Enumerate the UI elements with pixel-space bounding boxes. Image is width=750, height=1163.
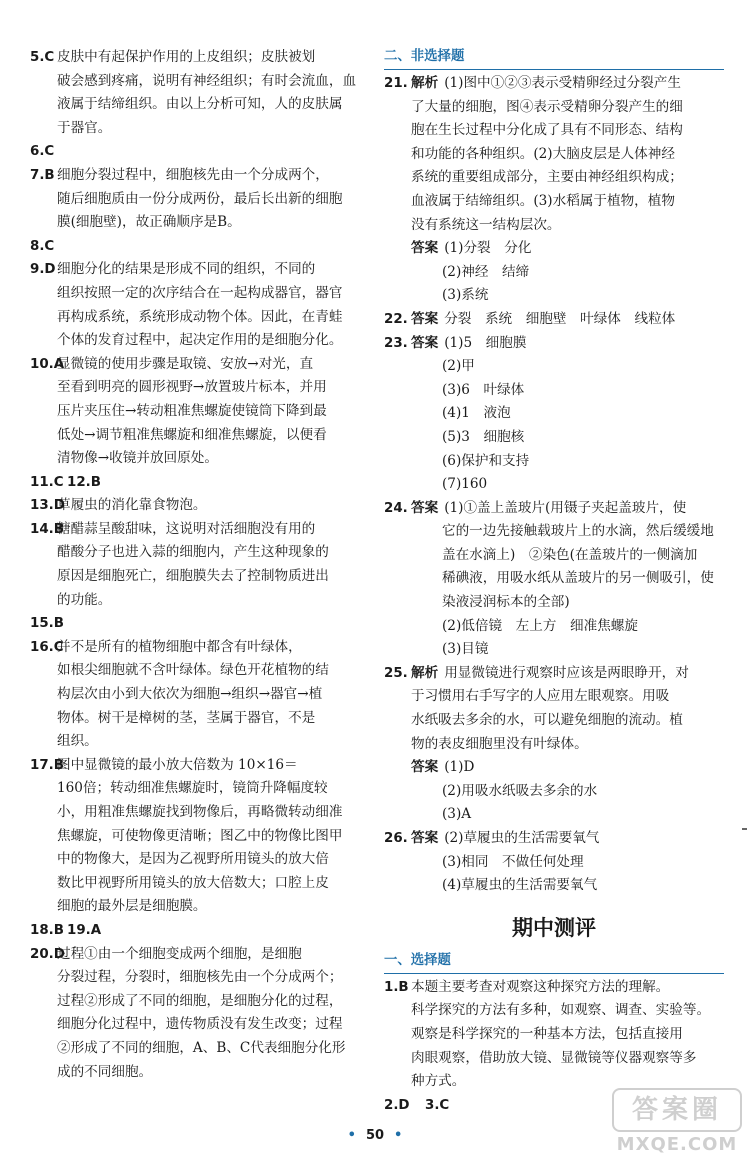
margin-mark bbox=[742, 828, 747, 830]
right-column bbox=[384, 46, 724, 1117]
answer-item-1: 1.B 本题主要考查对观察这种探究方法的理解。 科学探究的方法有多种，如观察、调查、实验等。 观察是科学探究的一种基本方法，包括直接用 肉眼观察，借助放大镜、显微镜等仪器观察等多 种方式。 bbox=[384, 978, 711, 1090]
answer-item-25: 25. 解析 用显微镜进行观察时应该是两眼睁开，对 于习惯用右手写字的人应用左眼观察。用吸 水纸吸去多余的水，可以避免细胞的流动。植 物的表皮细胞里没有叶绿体。 bbox=[384, 664, 689, 752]
answer-item-15: 15.B bbox=[30, 616, 64, 632]
section-title-choice: 一、选择题 bbox=[384, 950, 724, 974]
watermark-url: MXQE.COM bbox=[616, 1134, 738, 1155]
answer-23-2: (2)甲 bbox=[442, 358, 475, 375]
answer-item-9: 9.D 细胞分化的结果是形成不同的组织，不同的 组织按照一定的次序结合在一起构成器官，器官 再构成系统，系统形成动物个体。因此，在青蛙 个体的发育过程中，起决定作用的是细胞分化。 bbox=[30, 261, 343, 349]
section-title-non-choice: 二、非选择题 bbox=[384, 46, 724, 70]
answer-23-3: (3)6 叶绿体 bbox=[442, 381, 525, 398]
answer-item-10: 10.A 显微镜的使用步骤是取镜、安放→对光，直 至看到明亮的圆形视野→放置玻片标本，并用 压片夹压住→转动粗准焦螺旋使镜筒下降到最 低处→调节粗准焦螺旋和细准焦螺旋，以便看 清物像→收镜并放回原处。 bbox=[30, 355, 327, 467]
answer-item-16: 16.C 并不是所有的植物细胞中都含有叶绿体， 如根尖细胞就不含叶绿体。绿色开花植物的结 构层次由小到大依次为细胞→组织→器官→植 物体。树干是樟树的茎，茎属于器官，不是 组织。 bbox=[30, 638, 329, 750]
answer-item-11: 11.C 12.B bbox=[30, 474, 101, 490]
answer-item-5: 5.C 皮肤中有起保护作用的上皮组织；皮肤被划 破会感到疼痛，说明有神经组织；有时会流血，血 液属于结缔组织。由以上分析可知，人的皮肤属 于器官。 bbox=[30, 49, 357, 136]
midterm-title: 期中测评 bbox=[512, 914, 596, 940]
answer-item-7: 7.B 细胞分裂过程中，细胞核先由一个分成两个， 随后细胞质由一份分成两份，最后长出新的细胞 膜(细胞壁)，故正确顺序是B。 bbox=[30, 166, 343, 231]
answer-26-4: (4)草履虫的生活需要氧气 bbox=[442, 877, 598, 894]
answer-24-3: (3)目镜 bbox=[442, 641, 489, 658]
answer-23-7: (7)160 bbox=[442, 476, 488, 493]
answer-21-2: (2)神经 结缔 bbox=[442, 263, 530, 280]
answer-25: 答案 (1)D bbox=[411, 759, 475, 776]
answer-23-4: (4)1 液泡 bbox=[442, 405, 511, 422]
answer-item-18: 18.B 19.A bbox=[30, 922, 102, 938]
answer-24-2: (2)低倍镜 左上方 细准焦螺旋 bbox=[442, 617, 638, 634]
answer-26-3: (3)相同 不做任何处理 bbox=[442, 853, 584, 870]
answer-item-20: 20.D 过程①由一个细胞变成两个细胞，是细胞 分裂过程，分裂时，细胞核先由一个分成两个； 过程②形成了不同的细胞，是细胞分化的过程， 细胞分化过程中，遗传物质没有发生改变；过程 ②形成了不同的细胞，A、B、C代表细胞分化形 成的不同细胞。 bbox=[30, 945, 346, 1080]
answer-item-13: 13.D 草履虫的消化靠食物泡。 bbox=[30, 497, 207, 514]
left-column bbox=[30, 46, 370, 1084]
answer-item-2-3: 2.D 3.C bbox=[384, 1097, 450, 1113]
answer-item-26: 26. 答案 (2)草履虫的生活需要氧气 bbox=[384, 830, 600, 846]
answer-23-5: (5)3 细胞核 bbox=[442, 428, 525, 445]
answer-item-23: 23. 答案 (1)5 细胞膜 bbox=[384, 334, 527, 351]
answer-item-24: 24. 答案 (1)①盖上盖玻片(用镊子夹起盖玻片，使 bbox=[384, 499, 687, 516]
answer-item-14: 14.B 糖醋蒜呈酸甜味，这说明对活细胞没有用的 醋酸分子也进入蒜的细胞内，产生这种现象的 原因是细胞死亡，细胞膜失去了控制物质进出 的功能。 bbox=[30, 520, 329, 608]
answer-item-22: 22. 答案 分裂 系统 细胞壁 叶绿体 线粒体 bbox=[384, 310, 676, 327]
watermark-stamp: 答案圈 bbox=[612, 1088, 742, 1132]
answer-25-2: (2)用吸水纸吸去多余的水 bbox=[442, 782, 598, 799]
page-dot-right: • bbox=[394, 1128, 403, 1143]
answer-item-6: 6.C bbox=[30, 144, 55, 160]
answer-21: 答案 (1)分裂 分化 bbox=[411, 240, 532, 257]
answer-24-text: 它的一边先接触载玻片上的水滴，然后缓缓地 盖在水滴上) ②染色(在盖玻片的一侧滴加 稀碘液，用吸水纸从盖玻片的另一侧吸引，使 染液浸润标本的全部) bbox=[442, 523, 714, 611]
answer-item-21: 21. 解析 (1)图中①②③表示受精卵经过分裂产生 了大量的细胞，图④表示受精卵分裂产生的细 胞在生长过程中分化成了具有不同形态、结构 和功能的各种组织。(2)大脑皮层是人体神经 系统的重要组成部分，主要由神经组织构成； 血液属于结缔组织。(3)水稻属于植物，植物 没有系统这一结构层次。 bbox=[384, 75, 683, 233]
answer-23-6: (6)保护和支持 bbox=[442, 452, 530, 469]
page-dot-left: • bbox=[347, 1128, 356, 1143]
answer-item-8: 8.C bbox=[30, 238, 55, 254]
answer-21-3: (3)系统 bbox=[442, 287, 489, 304]
answer-25-3: (3)A bbox=[442, 806, 472, 823]
page-number: • 50 • bbox=[347, 1128, 403, 1143]
answer-item-17: 17.B 图中显微镜的最小放大倍数为 10×16＝ 160倍；转动细准焦螺旋时，镜筒升降幅度较 小，用粗准焦螺旋找到物像后，再略微转动细准 焦螺旋，可使物像更清晰；图乙中的物像比图甲 中的物像大，是因为乙视野所用镜头的放大倍 数比甲视野所用镜头的放大倍数大；口腔上皮 细胞的最外层是细胞膜。 bbox=[30, 756, 343, 915]
watermark-logo bbox=[612, 1088, 742, 1158]
